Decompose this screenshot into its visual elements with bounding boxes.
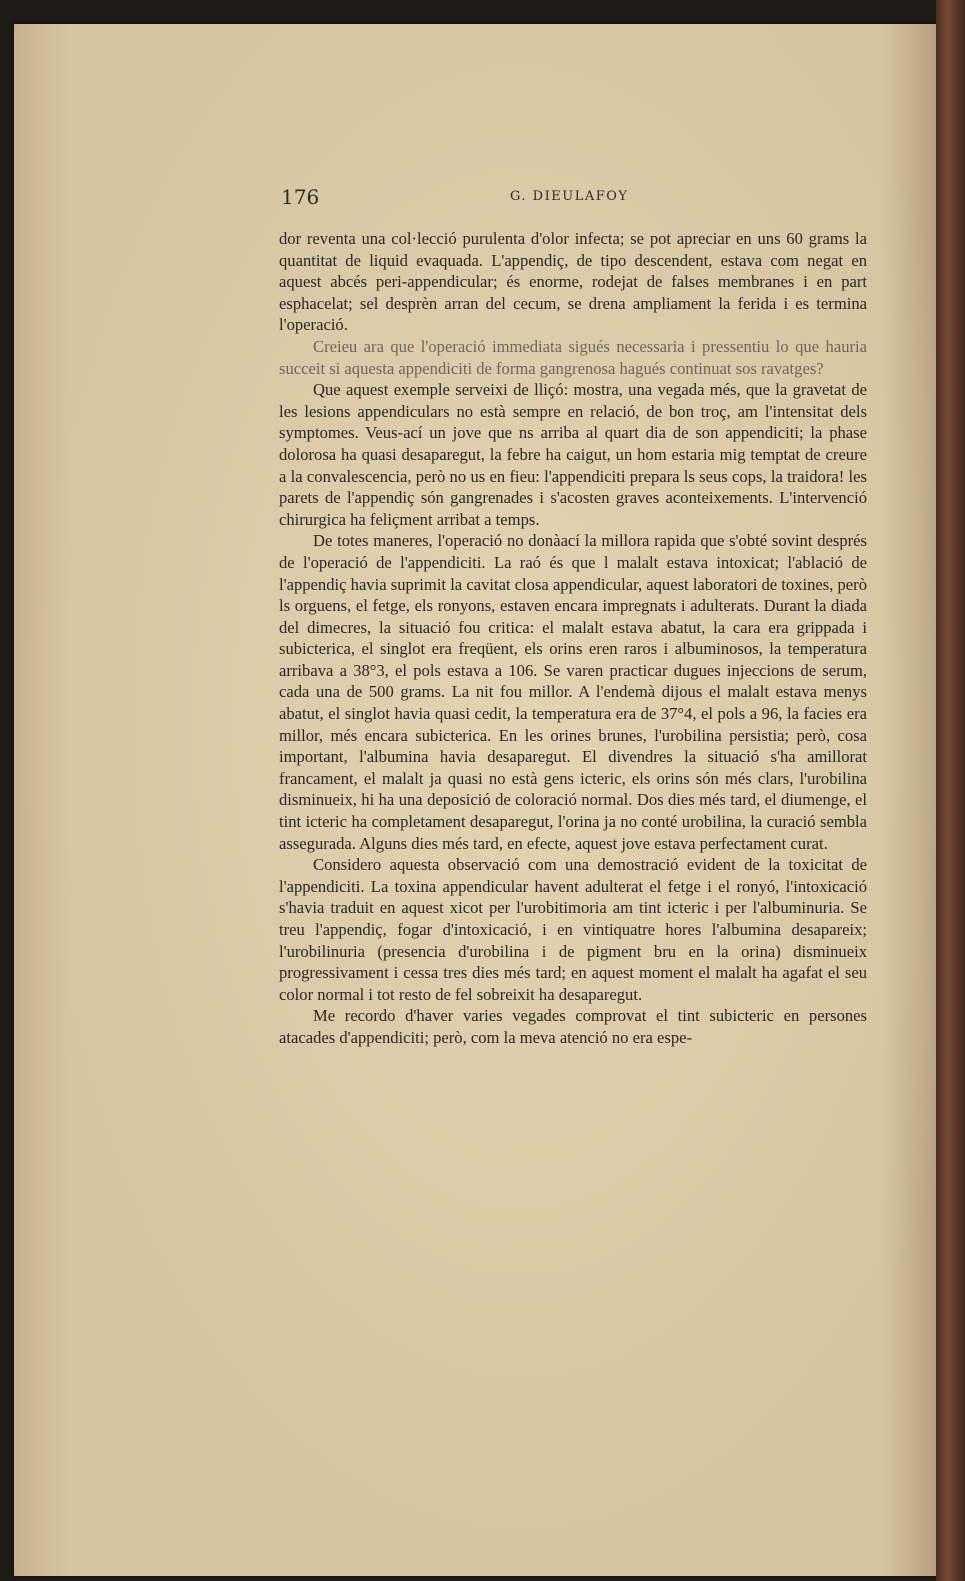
paragraph-6: Me recordo d'haver varies vegades comprovat el tint subicteric en persones atacades d'appendiciti; però, com la meva atenció no era espe- xyxy=(279,1006,867,1047)
paragraph-4: De totes maneres, l'operació no donàací la millora rapida que s'obté sovint després de l'operació de l'appendiciti. La raó és que l malalt estava intoxicat; l'ablació de l'appendiç havia suprimit la cavitat closa appendicular, aquest laboratori de toxines, però ls orguens, el fetge, els ronyons, estaven encara impregnats i adulterats. Durant la diada del dimecres, la situació fou critica: el malalt estava abatut, la cara era grippada i subicterica, el singlot era freqüent, els orins eren raros i albuminosos, la temperatura arribava a 38°3, el pols estava a 106. Se varen practicar dugues injeccions de serum, cada una de 500 grams. La nit fou millor. A l'endemà dijous el malalt estava menys abatut, el singlot havia quasi cedit, la temperatura era de 37°4, el pols a 96, la facies era millor, més encara subicterica. En les orines brunes, l'urobilina persistia; però, cosa important, l'albumina havia desaparegut. El divendres la situació s'ha amillorat francament, el malalt ja quasi no està gens icteric, els orins són més clars, l'urobilina disminueix, hi ha una deposició de coloració normal. Dos dies més tard, el diumenge, el tint icteric ha completament desaparegut, l'orina ja no conté urobilina, la curació sembla assegurada. Alguns dies més tard, en efecte, aquest jove estava perfectament curat. xyxy=(279,531,867,853)
body-text xyxy=(279,228,867,1049)
paragraph-2: Creieu ara que l'operació immediata sigués necessaria i pressentiu lo que hauria succeit si aquesta appendiciti de forma gangrenosa hagués continuat sos ravatges? xyxy=(279,336,867,378)
paragraph-3: Que aquest exemple serveixi de lliçó: mostra, una vegada més, que la gravetat de les lesions appendiculars no està sempre en relació, de bon troç, am l'intensitat dels symptomes. Veus-ací un jove que ns arriba al quart dia de son appendiciti; la phase dolorosa ha quasi desaparegut, la febre ha caigut, un hom estaria mig temptat de creure a la convalescencia, però no us en fieu: l'appendiciti prepara ls seus cops, la traidora! les parets de l'appendiç són gangrenades i s'acosten graves aconteixements. L'intervenció chirurgica ha feliçment arribat a temps. xyxy=(279,380,867,529)
paragraph-5: Considero aquesta observació com una demostració evident de la toxicitat de l'appendiciti. La toxina appendicular havent adulterat el fetge i el ronyó, l'intoxicació s'havia traduit en aquest xicot per l'urobitimoria am tint icteric i per l'albuminuria. Se treu l'appendiç, fogar d'intoxicació, i en vintiquatre hores l'albumina desapareix; l'urobilinuria (presencia d'urobilina i de pigment bru en la orina) disminueix progressivament i cessa tres dies més tard; en aquest moment el malalt ha agafat el seu color normal i tot resto de fel sobreixit ha desaparegut. xyxy=(279,855,867,1004)
paragraph-1: dor reventa una col·lecció purulenta d'olor infecta; se pot apreciar en uns 60 grams la quantitat de liquid evaquada. L'appendiç, de tipo descendent, estava com negat en aquest abcés peri-appendicular; és enorme, rodejat de falses membranes i en part esphacelat; sel desprèn arran del cecum, se drena ampliament la ferida i es termina l'operació. xyxy=(279,229,867,335)
page-header xyxy=(281,185,871,215)
page-number: 176 xyxy=(281,185,320,209)
book-binding-edge xyxy=(936,0,965,1581)
running-head: G. DIEULAFOY xyxy=(510,189,629,204)
